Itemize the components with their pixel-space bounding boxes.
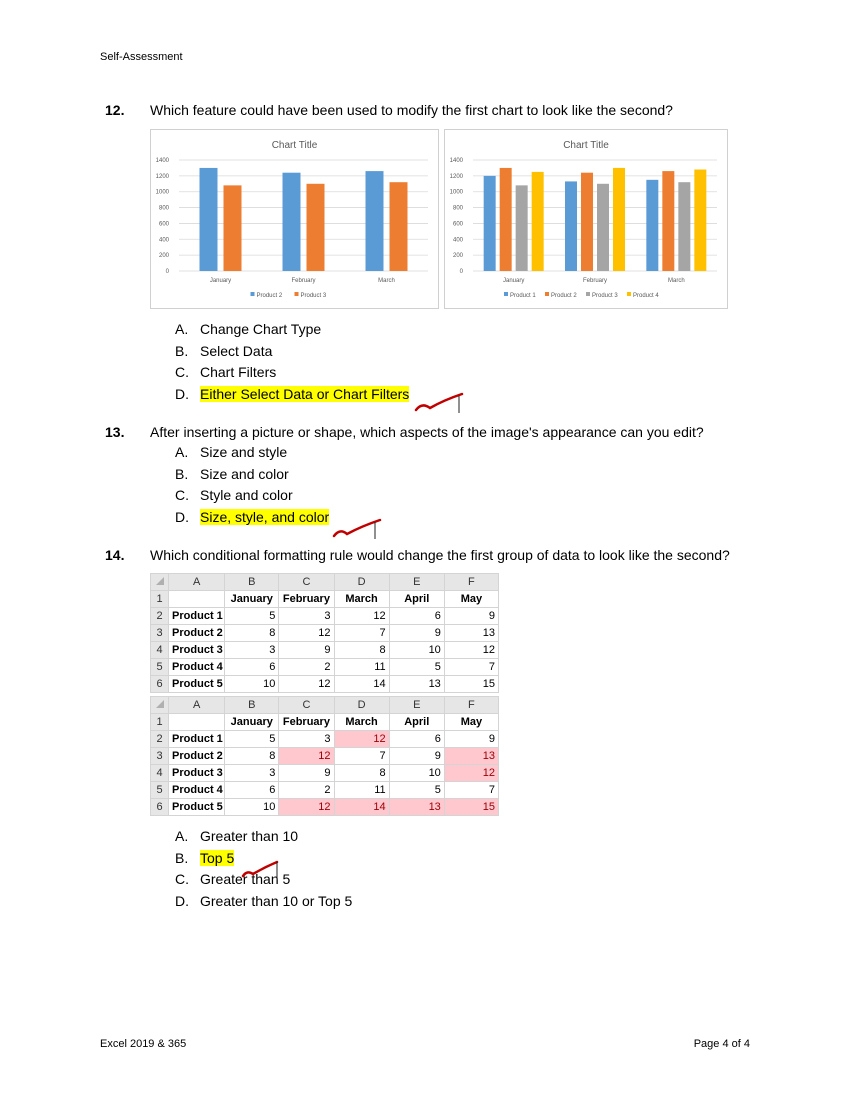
value-cell[interactable]: 10: [389, 765, 444, 782]
value-cell[interactable]: 12: [334, 608, 389, 625]
value-cell[interactable]: 6: [225, 782, 279, 799]
bar: [390, 182, 408, 271]
header-cell[interactable]: May: [444, 591, 498, 608]
legend-label: Product 1: [510, 293, 536, 299]
column-header[interactable]: C: [279, 574, 334, 591]
header-cell[interactable]: March: [334, 591, 389, 608]
column-header[interactable]: F: [444, 574, 498, 591]
row-header[interactable]: 1: [151, 714, 169, 731]
bar: [694, 170, 706, 271]
legend-label: Product 3: [300, 293, 327, 299]
legend-swatch: [504, 292, 508, 296]
chart-svg: [151, 130, 438, 308]
row-header[interactable]: 4: [151, 642, 169, 659]
value-cell[interactable]: 6: [389, 731, 444, 748]
value-cell[interactable]: 9: [279, 642, 334, 659]
legend-swatch: [295, 292, 299, 296]
column-header[interactable]: D: [334, 697, 389, 714]
bar: [532, 172, 544, 271]
question-13-options: [175, 442, 329, 528]
value-cell[interactable]: 12: [279, 676, 334, 693]
checkmark-icon: [241, 858, 283, 884]
x-tick-label: January: [502, 278, 525, 284]
row-label-cell[interactable]: Product 1: [169, 731, 225, 748]
bar: [224, 185, 242, 271]
bar: [500, 168, 512, 271]
chart-before: [150, 129, 439, 309]
option-letter: B.: [175, 849, 189, 866]
option-13-b[interactable]: [175, 464, 329, 486]
value-cell[interactable]: 10: [225, 799, 279, 816]
value-cell[interactable]: 11: [334, 659, 389, 676]
x-tick-label: March: [667, 278, 685, 284]
y-tick-label: 200: [158, 253, 169, 260]
value-cell[interactable]: 7: [444, 782, 498, 799]
option-text: Greater than 10: [200, 828, 299, 844]
row-label-cell[interactable]: Product 3: [169, 642, 225, 659]
option-12-a[interactable]: [175, 319, 409, 341]
option-text: Style and color: [200, 487, 293, 503]
row-header[interactable]: 6: [151, 799, 169, 816]
bar: [613, 168, 625, 271]
y-tick-label: 0: [165, 269, 169, 275]
question-12-number: 12.: [105, 102, 125, 118]
value-cell[interactable]: 8: [225, 625, 279, 642]
highlighted-value-cell[interactable]: 13: [444, 748, 498, 765]
value-cell[interactable]: 8: [334, 642, 389, 659]
header-cell[interactable]: [169, 591, 225, 608]
y-tick-label: 1200: [155, 173, 169, 180]
value-cell[interactable]: 3: [225, 765, 279, 782]
column-header[interactable]: B: [225, 574, 279, 591]
value-cell[interactable]: 13: [389, 676, 444, 693]
select-all-corner[interactable]: [151, 574, 169, 591]
option-text-highlighted: Top 5: [200, 849, 235, 866]
option-text: Chart Filters: [200, 364, 277, 380]
legend-label: Product 4: [633, 293, 659, 299]
value-cell[interactable]: 13: [444, 625, 498, 642]
y-tick-label: 600: [158, 221, 169, 228]
row-label-cell[interactable]: Product 3: [169, 765, 225, 782]
chart-title: Chart Title: [271, 140, 318, 151]
option-letter: C.: [175, 871, 189, 887]
y-tick-label: 800: [158, 205, 169, 212]
y-tick-label: 400: [452, 237, 463, 244]
y-tick-label: 1200: [449, 173, 463, 180]
option-text: Greater than 5: [200, 871, 291, 887]
column-header[interactable]: E: [389, 574, 444, 591]
y-tick-label: 1400: [449, 158, 463, 164]
y-tick-label: 400: [158, 237, 169, 244]
option-13-c[interactable]: [175, 485, 329, 507]
option-text-highlighted: Either Select Data or Chart Filters: [200, 385, 410, 402]
column-header[interactable]: B: [225, 697, 279, 714]
row-label-cell[interactable]: Product 4: [169, 659, 225, 676]
value-cell[interactable]: 9: [389, 625, 444, 642]
option-text-highlighted: Size, style, and color: [200, 508, 330, 525]
question-12-text: Which feature could have been used to modify the first chart to look like the second?: [150, 102, 673, 118]
column-header[interactable]: F: [444, 697, 498, 714]
option-text: Change Chart Type: [200, 321, 322, 337]
header-cell[interactable]: April: [389, 714, 444, 731]
value-cell[interactable]: 7: [444, 659, 498, 676]
y-tick-label: 0: [459, 269, 463, 275]
bar: [581, 173, 593, 271]
value-cell[interactable]: 2: [279, 782, 334, 799]
value-cell[interactable]: 9: [444, 731, 498, 748]
value-cell[interactable]: 11: [334, 782, 389, 799]
bar: [307, 184, 325, 271]
legend-label: Product 2: [551, 293, 577, 299]
legend-label: Product 3: [592, 293, 618, 299]
value-cell[interactable]: 15: [444, 676, 498, 693]
bar: [597, 184, 609, 271]
bar: [484, 176, 496, 271]
option-letter: D.: [175, 385, 189, 402]
x-tick-label: February: [582, 278, 608, 284]
row-label-cell[interactable]: Product 2: [169, 625, 225, 642]
value-cell[interactable]: 9: [389, 748, 444, 765]
x-tick-label: January: [209, 278, 232, 284]
value-cell[interactable]: 7: [334, 625, 389, 642]
y-tick-label: 1400: [155, 158, 169, 164]
value-cell[interactable]: 5: [225, 731, 279, 748]
header-cell[interactable]: March: [334, 714, 389, 731]
y-tick-label: 200: [452, 253, 463, 260]
header-cell[interactable]: February: [279, 591, 334, 608]
highlighted-value-cell[interactable]: 12: [279, 748, 334, 765]
option-letter: C.: [175, 364, 189, 380]
value-cell[interactable]: 6: [225, 659, 279, 676]
value-cell[interactable]: 14: [334, 676, 389, 693]
highlighted-value-cell[interactable]: 14: [334, 799, 389, 816]
option-letter: B.: [175, 465, 189, 482]
legend-swatch: [586, 292, 590, 296]
value-cell[interactable]: 7: [334, 748, 389, 765]
bar: [366, 171, 384, 271]
row-label-cell[interactable]: Product 5: [169, 799, 225, 816]
highlighted-value-cell[interactable]: 12: [334, 731, 389, 748]
bar: [283, 173, 301, 271]
value-cell[interactable]: 2: [279, 659, 334, 676]
row-header[interactable]: 5: [151, 659, 169, 676]
x-tick-label: February: [291, 278, 316, 284]
header-cell[interactable]: February: [279, 714, 334, 731]
value-cell[interactable]: 3: [279, 731, 334, 748]
option-14-d[interactable]: [175, 891, 352, 913]
column-header[interactable]: D: [334, 574, 389, 591]
header-cell[interactable]: January: [225, 714, 279, 731]
option-text: Size and style: [200, 444, 288, 460]
select-all-corner[interactable]: [151, 697, 169, 714]
question-14-number: 14.: [105, 547, 125, 563]
legend-swatch: [627, 292, 631, 296]
value-cell[interactable]: 3: [225, 642, 279, 659]
column-header[interactable]: A: [169, 574, 225, 591]
option-14-a[interactable]: [175, 826, 352, 848]
option-text: Select Data: [200, 342, 273, 359]
option-13-d[interactable]: [175, 507, 329, 529]
header-cell[interactable]: January: [225, 591, 279, 608]
value-cell[interactable]: 3: [279, 608, 334, 625]
page-footer-right: Page 4 of 4: [693, 1038, 750, 1050]
x-tick-label: March: [378, 278, 395, 284]
legend-swatch: [251, 292, 255, 296]
option-letter: A.: [175, 828, 189, 844]
option-letter: A.: [175, 321, 189, 337]
value-cell[interactable]: 12: [279, 625, 334, 642]
column-header[interactable]: E: [389, 697, 444, 714]
option-text: Size and color: [200, 465, 289, 482]
value-cell[interactable]: 12: [444, 642, 498, 659]
row-label-cell[interactable]: Product 1: [169, 608, 225, 625]
page-header-title: Self-Assessment: [100, 51, 183, 63]
option-letter: C.: [175, 487, 189, 503]
value-cell[interactable]: 6: [389, 608, 444, 625]
row-header[interactable]: 4: [151, 765, 169, 782]
bar: [516, 185, 528, 271]
option-text: Greater than 10 or Top 5: [200, 892, 353, 909]
value-cell[interactable]: 8: [225, 748, 279, 765]
value-cell[interactable]: 5: [389, 782, 444, 799]
bar: [565, 181, 577, 271]
value-cell[interactable]: 8: [334, 765, 389, 782]
chart-svg: [445, 130, 727, 308]
y-tick-label: 800: [452, 205, 463, 212]
header-cell[interactable]: April: [389, 591, 444, 608]
row-label-cell[interactable]: Product 4: [169, 782, 225, 799]
highlighted-value-cell[interactable]: 13: [389, 799, 444, 816]
row-header[interactable]: 2: [151, 608, 169, 625]
spreadsheet-before: [150, 573, 499, 693]
legend-swatch: [545, 292, 549, 296]
column-header[interactable]: A: [169, 697, 225, 714]
row-label-cell[interactable]: Product 5: [169, 676, 225, 693]
y-tick-label: 1000: [155, 189, 169, 196]
bar: [662, 171, 674, 271]
row-header[interactable]: 1: [151, 591, 169, 608]
header-cell[interactable]: May: [444, 714, 498, 731]
highlighted-value-cell[interactable]: 12: [279, 799, 334, 816]
row-header[interactable]: 3: [151, 748, 169, 765]
option-letter: D.: [175, 892, 189, 909]
y-tick-label: 600: [452, 221, 463, 228]
option-letter: A.: [175, 444, 189, 460]
highlighted-value-cell[interactable]: 12: [444, 765, 498, 782]
bar: [678, 182, 690, 271]
question-13-text: After inserting a picture or shape, which aspects of the image's appearance can you edit?: [150, 424, 704, 440]
value-cell[interactable]: 10: [389, 642, 444, 659]
value-cell[interactable]: 9: [444, 608, 498, 625]
header-cell[interactable]: [169, 714, 225, 731]
option-12-b[interactable]: [175, 341, 409, 363]
option-12-c[interactable]: [175, 362, 409, 384]
chart-after: [444, 129, 728, 309]
column-header[interactable]: C: [279, 697, 334, 714]
row-header[interactable]: 5: [151, 782, 169, 799]
highlighted-value-cell[interactable]: 15: [444, 799, 498, 816]
bar: [200, 168, 218, 271]
checkmark-icon: [414, 386, 468, 416]
question-13-number: 13.: [105, 424, 125, 440]
question-12-options: [175, 319, 409, 405]
value-cell[interactable]: 5: [225, 608, 279, 625]
value-cell[interactable]: 5: [389, 659, 444, 676]
question-14-text: Which conditional formatting rule would change the first group of data to look like the second?: [150, 547, 730, 563]
option-letter: B.: [175, 342, 189, 359]
chart-title: Chart Title: [563, 140, 609, 151]
checkmark-icon: [332, 514, 386, 542]
row-header[interactable]: 2: [151, 731, 169, 748]
value-cell[interactable]: 10: [225, 676, 279, 693]
option-13-a[interactable]: [175, 442, 329, 464]
spreadsheet-after: [150, 696, 499, 816]
option-12-d[interactable]: [175, 384, 409, 406]
bar: [646, 180, 658, 271]
option-letter: D.: [175, 508, 189, 525]
row-header[interactable]: 6: [151, 676, 169, 693]
value-cell[interactable]: 9: [279, 765, 334, 782]
y-tick-label: 1000: [449, 189, 463, 196]
row-header[interactable]: 3: [151, 625, 169, 642]
legend-label: Product 2: [256, 293, 283, 299]
row-label-cell[interactable]: Product 2: [169, 748, 225, 765]
page-footer-left: Excel 2019 & 365: [100, 1038, 187, 1050]
